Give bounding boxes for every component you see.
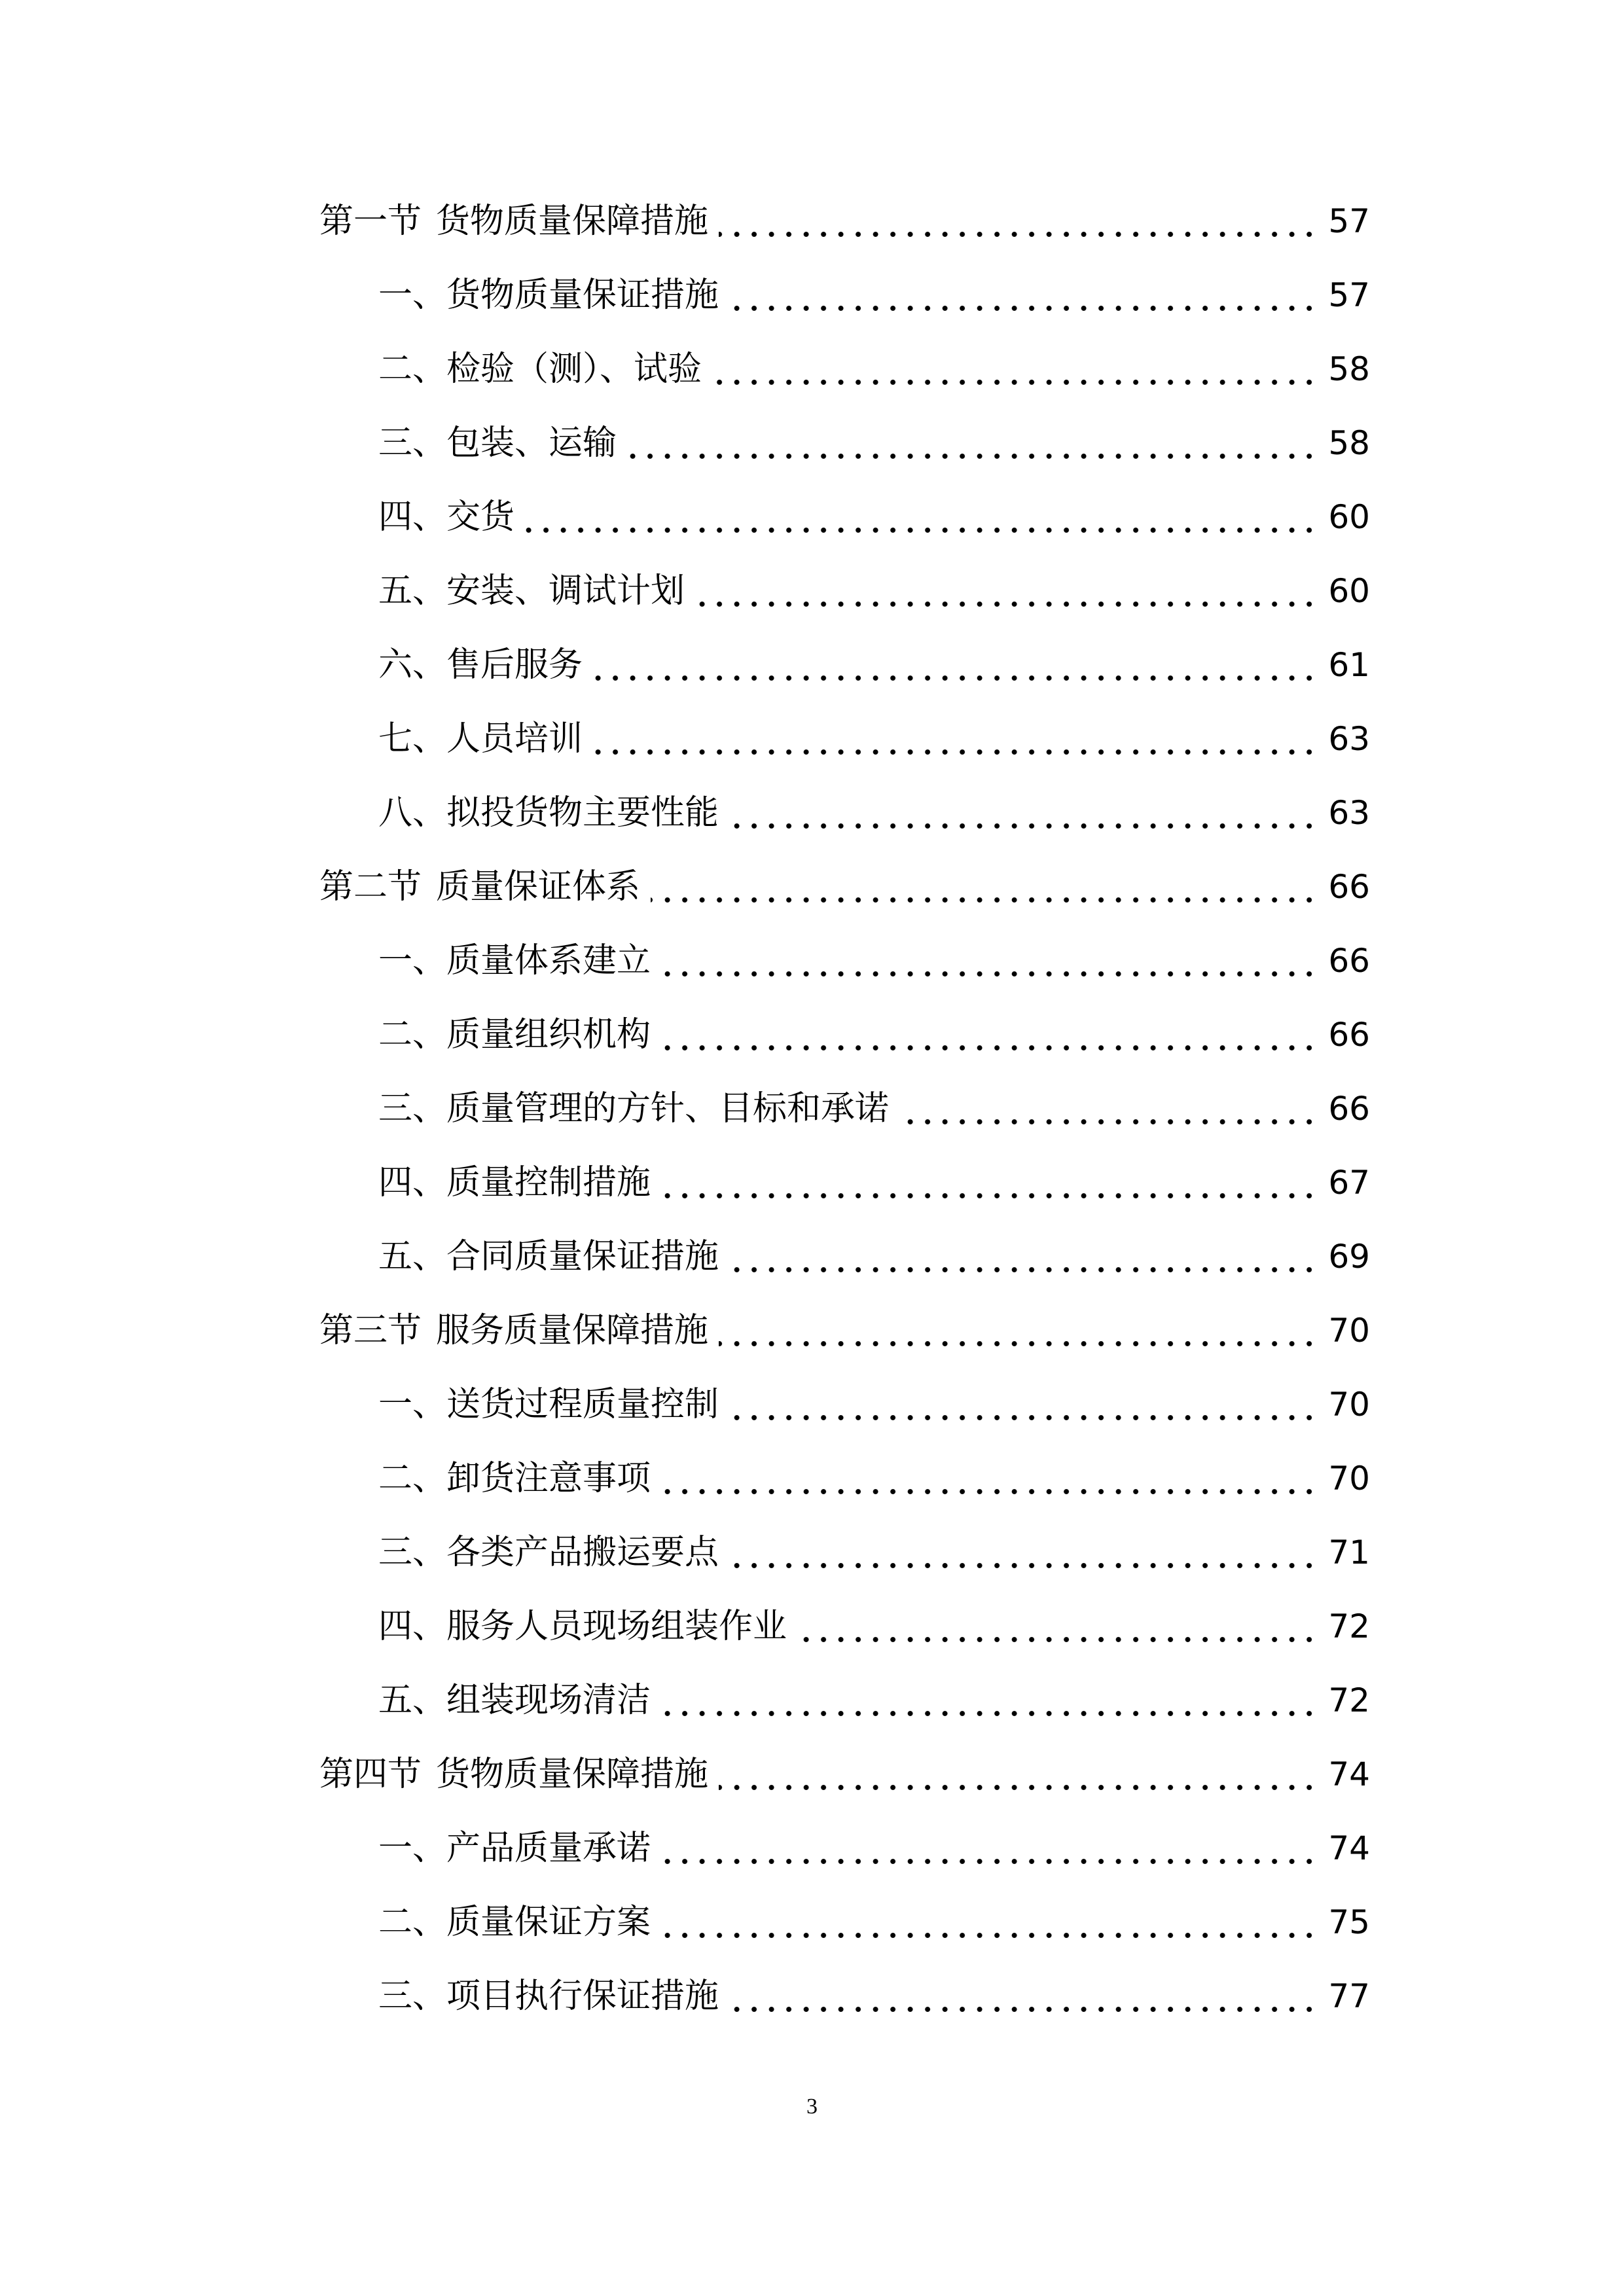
toc-entry-page: 70 xyxy=(1328,1312,1370,1350)
toc-entry[interactable] xyxy=(378,259,1370,331)
dot-leader xyxy=(712,379,1318,386)
toc-entry-label xyxy=(319,1311,709,1350)
toc-entry-page: 74 xyxy=(1328,1829,1370,1867)
dot-leader xyxy=(719,1340,1318,1347)
toc-entry[interactable] xyxy=(319,1738,1370,1810)
toc-entry-number: 七、 xyxy=(378,719,447,759)
toc-entry-label xyxy=(378,941,651,980)
dot-leader xyxy=(661,1488,1318,1495)
toc-entry-number: 一、 xyxy=(378,1829,447,1868)
toc-entry-title: 货物质量保障措施 xyxy=(436,1755,709,1794)
dot-leader xyxy=(661,1193,1318,1199)
toc-entry[interactable] xyxy=(378,629,1370,701)
toc-entry-label xyxy=(378,1237,719,1276)
toc-entry[interactable] xyxy=(378,1886,1370,1958)
toc-entry-label xyxy=(378,645,583,685)
toc-entry-label xyxy=(378,1163,651,1202)
dot-leader xyxy=(729,2006,1318,2013)
toc-entry-label xyxy=(378,1459,651,1498)
dot-leader xyxy=(719,231,1318,238)
toc-entry-title: 人员培训 xyxy=(446,719,583,759)
toc-entry[interactable] xyxy=(378,1664,1370,1736)
toc-entry-title: 卸货注意事项 xyxy=(446,1459,651,1498)
toc-entry-number: 四、 xyxy=(378,1163,447,1202)
toc-entry-number: 五、 xyxy=(378,571,447,611)
toc-entry-label xyxy=(378,1015,651,1054)
dot-leader xyxy=(661,1710,1318,1717)
toc-entry-label xyxy=(378,1535,719,1570)
toc-entry-label xyxy=(319,202,709,241)
toc-entry[interactable] xyxy=(378,1960,1370,2032)
toc-entry-page: 57 xyxy=(1328,276,1370,314)
toc-entry[interactable] xyxy=(378,777,1370,849)
toc-entry-title: 质量管理的方针、目标和承诺 xyxy=(446,1089,890,1128)
toc-entry-page: 70 xyxy=(1328,1460,1370,1498)
toc-entry-page: 63 xyxy=(1328,720,1370,758)
toc-entry-title: 拟投货物主要性能 xyxy=(446,793,719,833)
dot-leader xyxy=(729,305,1318,312)
dot-leader xyxy=(729,1414,1318,1421)
dot-leader xyxy=(729,1562,1318,1569)
toc-entry-title: 交货 xyxy=(446,497,515,537)
toc-entry-title: 送货过程质量控制 xyxy=(446,1385,719,1424)
toc-entry-page: 77 xyxy=(1328,1977,1370,2015)
toc-entry-page: 67 xyxy=(1328,1164,1370,1202)
toc-entry-page: 66 xyxy=(1328,1090,1370,1128)
dot-leader xyxy=(729,823,1318,829)
toc-entry-number: 一、 xyxy=(378,276,447,315)
toc-entry-title: 质量保证体系 xyxy=(436,867,641,906)
dot-leader xyxy=(525,527,1318,533)
toc-entry-page: 63 xyxy=(1328,794,1370,832)
toc-entry-title: 各类产品搬运要点 xyxy=(446,1533,719,1572)
toc-entry-label xyxy=(378,1607,787,1646)
toc-entry-page: 71 xyxy=(1328,1534,1370,1571)
dot-leader xyxy=(593,749,1318,755)
dot-leader xyxy=(695,601,1318,607)
toc-entry-title: 项目执行保证措施 xyxy=(446,1977,719,2016)
toc-entry[interactable] xyxy=(378,1516,1370,1588)
toc-entry-number: 三、 xyxy=(378,1533,447,1572)
toc-entry-title: 包装、运输 xyxy=(446,423,617,463)
toc-entry[interactable] xyxy=(378,333,1370,405)
dot-leader xyxy=(719,1784,1318,1791)
dot-leader xyxy=(593,675,1318,681)
toc-entry-page: 72 xyxy=(1328,1681,1370,1719)
toc-entry-page: 61 xyxy=(1328,646,1370,684)
toc-entry-number: 二、 xyxy=(378,350,447,389)
toc-entry-label xyxy=(378,423,617,463)
toc-entry-label xyxy=(378,1681,651,1720)
toc-entry-number: 第三节 xyxy=(319,1311,422,1350)
toc-entry-label xyxy=(378,1385,719,1424)
toc-entry-number: 五、 xyxy=(378,1237,447,1276)
toc-entry-number: 三、 xyxy=(378,1977,447,2016)
toc-entry-title: 货物质量保证措施 xyxy=(446,276,719,315)
dot-leader xyxy=(729,1266,1318,1273)
toc-entry-label xyxy=(378,793,719,833)
toc-entry[interactable] xyxy=(378,1369,1370,1441)
toc-entry[interactable] xyxy=(378,703,1370,775)
toc-entry-page: 66 xyxy=(1328,1016,1370,1054)
dot-leader xyxy=(627,453,1318,459)
toc-entry-page: 75 xyxy=(1328,1903,1370,1941)
dot-leader xyxy=(797,1636,1318,1643)
toc-entry-title: 合同质量保证措施 xyxy=(446,1237,719,1276)
toc-entry[interactable] xyxy=(378,1147,1370,1219)
toc-entry-number: 二、 xyxy=(378,1459,447,1498)
toc-entry-number: 八、 xyxy=(378,793,447,833)
toc-entry-label xyxy=(378,571,685,611)
toc-entry-title: 质量组织机构 xyxy=(446,1015,651,1054)
toc-entry[interactable] xyxy=(378,999,1370,1071)
toc-entry-page: 72 xyxy=(1328,1607,1370,1645)
toc-entry-number: 四、 xyxy=(378,1607,447,1646)
toc-entry-number: 二、 xyxy=(378,1015,447,1054)
toc-entry[interactable] xyxy=(378,1590,1370,1662)
toc-entry-label xyxy=(378,1829,651,1868)
toc-entry-number: 三、 xyxy=(378,423,447,463)
toc-entry-number: 第一节 xyxy=(319,202,422,241)
toc-entry-page: 66 xyxy=(1328,868,1370,906)
toc-entry-number: 第四节 xyxy=(319,1755,422,1794)
dot-leader xyxy=(661,1932,1318,1939)
toc-entry-title: 服务质量保障措施 xyxy=(436,1311,709,1350)
toc-entry-page: 69 xyxy=(1328,1238,1370,1276)
toc-entry-title: 质量体系建立 xyxy=(446,941,651,980)
toc-entry-page: 70 xyxy=(1328,1386,1370,1424)
toc-entry[interactable] xyxy=(319,1295,1370,1367)
toc-entry-title: 售后服务 xyxy=(446,645,583,685)
page-number: 3 xyxy=(806,2094,818,2119)
toc-entry-number: 二、 xyxy=(378,1903,447,1942)
toc-entry-number: 三、 xyxy=(378,1089,447,1128)
toc-entry-label xyxy=(378,1089,890,1128)
toc-entry-page: 60 xyxy=(1328,498,1370,536)
toc-entry-number: 一、 xyxy=(378,941,447,980)
toc-entry[interactable] xyxy=(378,481,1370,553)
dot-leader xyxy=(661,1045,1318,1051)
toc-entry-number: 第二节 xyxy=(319,867,422,906)
toc-entry-label xyxy=(378,1903,651,1942)
toc-entry-page: 57 xyxy=(1328,202,1370,240)
toc-entry-label xyxy=(378,719,583,759)
toc-entry[interactable] xyxy=(378,407,1370,479)
dot-leader xyxy=(651,897,1318,903)
toc-entry-number: 五、 xyxy=(378,1681,447,1720)
toc-entry[interactable] xyxy=(378,925,1370,997)
toc-entry-page: 58 xyxy=(1328,424,1370,462)
toc-entry-page: 60 xyxy=(1328,572,1370,610)
toc-entry-label xyxy=(378,497,515,537)
toc-entry-title: 检验（测）、试验 xyxy=(446,350,702,389)
toc-entry-number: 六、 xyxy=(378,645,447,685)
toc-entry-title: 组装现场清洁 xyxy=(446,1681,651,1720)
toc-entry[interactable] xyxy=(319,851,1370,923)
toc-entry-label xyxy=(319,1755,709,1794)
toc-entry-label xyxy=(378,350,702,389)
toc-entry-title: 产品质量承诺 xyxy=(446,1829,651,1868)
toc-entry-number: 一、 xyxy=(378,1385,447,1424)
dot-leader xyxy=(661,1858,1318,1865)
toc-entry[interactable] xyxy=(378,555,1370,627)
toc-entry-page: 58 xyxy=(1328,350,1370,388)
toc-entry[interactable] xyxy=(319,185,1370,257)
toc-entry[interactable] xyxy=(378,1443,1370,1515)
toc-entry-title: 质量控制措施 xyxy=(446,1163,651,1202)
toc-entry[interactable] xyxy=(378,1221,1370,1293)
toc-entry-label xyxy=(319,867,641,906)
toc-entry-label xyxy=(378,276,719,315)
toc-entry-title: 安装、调试计划 xyxy=(446,571,685,611)
toc-entry-page: 66 xyxy=(1328,942,1370,980)
dot-leader xyxy=(661,971,1318,977)
toc-entry-title: 质量保证方案 xyxy=(446,1903,651,1942)
toc-entry-number: 四、 xyxy=(378,497,447,537)
toc-entry-title: 货物质量保障措施 xyxy=(436,202,709,241)
toc-entry[interactable] xyxy=(378,1812,1370,1884)
dot-leader xyxy=(899,1119,1318,1125)
toc-entry[interactable] xyxy=(378,1073,1370,1145)
toc-entry-label xyxy=(378,1977,719,2016)
toc-entry-page: 74 xyxy=(1328,1755,1370,1793)
toc-entry-title: 服务人员现场组装作业 xyxy=(446,1607,787,1646)
